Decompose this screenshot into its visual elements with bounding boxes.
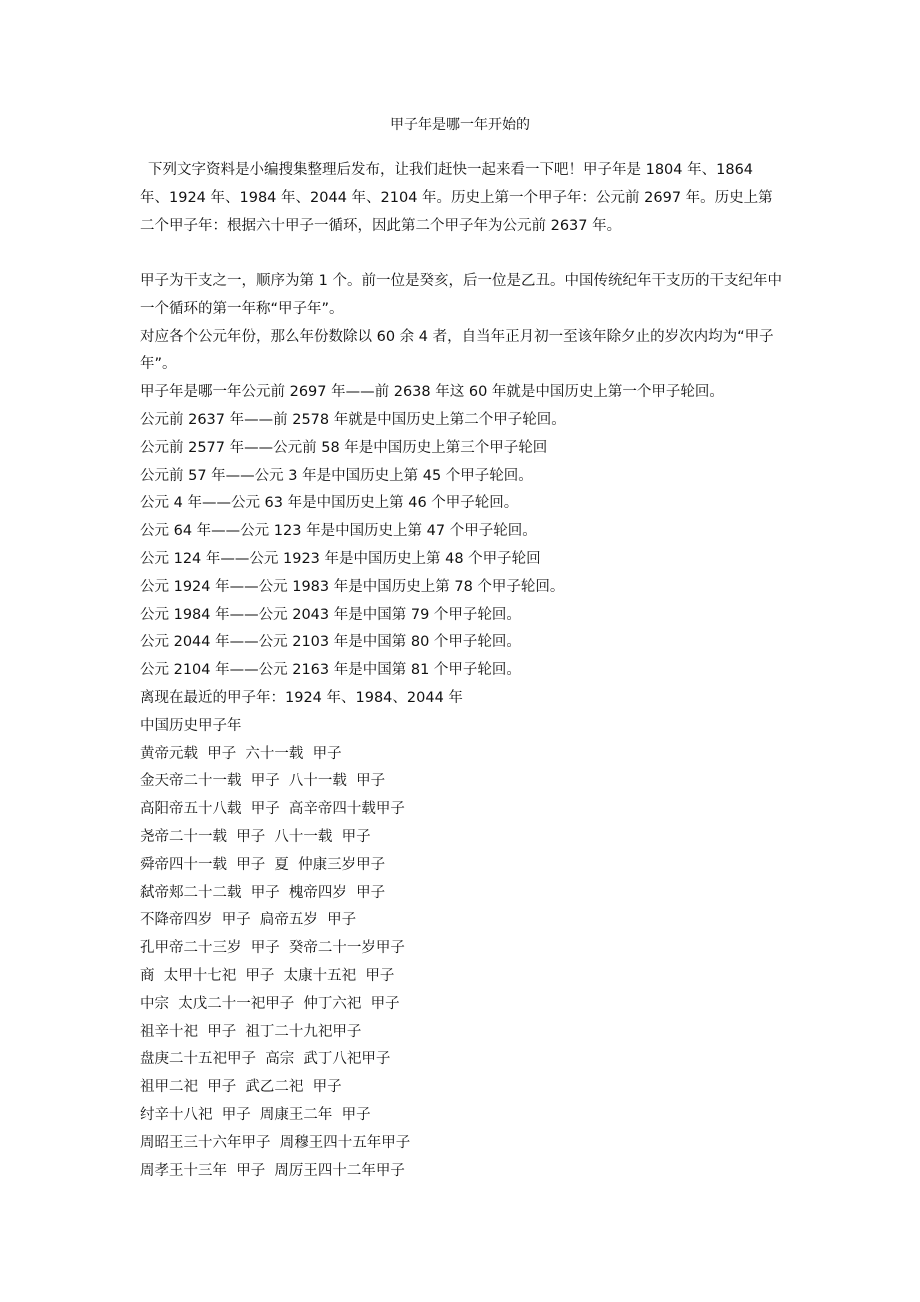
- body-line: 孔甲帝二十三岁 甲子 癸帝二十一岁甲子: [140, 940, 405, 957]
- body-line: 周昭王三十六年甲子 周穆王四十五年甲子: [140, 1134, 411, 1151]
- body-line: 公元前 2577 年——公元前 58 年是中国历史上第三个甲子轮回: [140, 439, 548, 456]
- body-line: 公元 1924 年——公元 1983 年是中国历史上第 78 个甲子轮回。: [140, 578, 565, 595]
- body-line: 金天帝二十一载 甲子 八十一载 甲子: [140, 773, 386, 790]
- body-line: 黄帝元载 甲子 六十一载 甲子: [140, 745, 342, 762]
- body-line: 弑帝郏二十二载 甲子 槐帝四岁 甲子: [140, 884, 386, 901]
- body-line: 祖辛十祀 甲子 祖丁二十九祀甲子: [140, 1023, 362, 1040]
- body-line: 高阳帝五十八载 甲子 高辛帝四十载甲子: [140, 801, 405, 818]
- body-line: 公元 1984 年——公元 2043 年是中国第 79 个甲子轮回。: [140, 606, 521, 623]
- body-line: 纣辛十八祀 甲子 周康王二年 甲子: [140, 1106, 371, 1123]
- intro-paragraph: 下列文字资料是小编搜集整理后发布，让我们赶快一起来看一下吧！甲子年是 1804 年、1864 年、1924 年、1984 年、2044 年、2104 年。历史上第一个甲子年：公元前 2697 年。历史上第二个甲子年：根据六十甲子一循环，因此第二个甲子年为公元前 2637 年。: [140, 162, 773, 234]
- body-line: 公元前 2637 年——前 2578 年就是中国历史上第二个甲子轮回。: [140, 411, 566, 428]
- body-line: 公元 124 年——公元 1923 年是中国历史上第 48 个甲子轮回: [140, 550, 541, 567]
- body-line: 不降帝四岁 甲子 扃帝五岁 甲子: [140, 912, 357, 929]
- body-line: 盘庚二十五祀甲子 高宗 武丁八祀甲子: [140, 1051, 391, 1068]
- body-line: 商 太甲十七祀 甲子 太康十五祀 甲子: [140, 967, 395, 984]
- document-title: 甲子年是哪一年开始的: [390, 117, 530, 133]
- body-line: 舜帝四十一载 甲子 夏 仲康三岁甲子: [140, 856, 386, 873]
- body-line: 周孝王十三年 甲子 周厉王四十二年甲子: [140, 1162, 405, 1179]
- document-body: [140, 268, 785, 1185]
- body-line: 公元 2044 年——公元 2103 年是中国第 80 个甲子轮回。: [140, 634, 521, 651]
- body-line: 甲子为干支之一，顺序为第 1 个。前一位是癸亥，后一位是乙丑。中国传统纪年干支历的干支纪年中一个循环的第一年称“甲子年”。: [140, 273, 782, 317]
- section-heading: 中国历史甲子年: [140, 717, 242, 734]
- body-line: 公元 4 年——公元 63 年是中国历史上第 46 个甲子轮回。: [140, 495, 519, 512]
- body-line: 甲子年是哪一年公元前 2697 年——前 2638 年这 60 年就是中国历史上第一个甲子轮回。: [140, 384, 724, 401]
- body-line: 公元 2104 年——公元 2163 年是中国第 81 个甲子轮回。: [140, 662, 521, 679]
- body-line: 中宗 太戊二十一祀甲子 仲丁六祀 甲子: [140, 995, 400, 1012]
- body-line: 离现在最近的甲子年：1924 年、1984、2044 年: [140, 689, 463, 706]
- body-line: 对应各个公元年份，那么年份数除以 60 余 4 者，自当年正月初一至该年除夕止的岁次内均为“甲子年”。: [140, 328, 774, 373]
- body-line: 公元前 57 年——公元 3 年是中国历史上第 45 个甲子轮回。: [140, 467, 533, 484]
- body-line: 祖甲二祀 甲子 武乙二祀 甲子: [140, 1079, 342, 1096]
- body-line: 尧帝二十一载 甲子 八十一载 甲子: [140, 828, 371, 845]
- body-line: 公元 64 年——公元 123 年是中国历史上第 47 个甲子轮回。: [140, 523, 537, 540]
